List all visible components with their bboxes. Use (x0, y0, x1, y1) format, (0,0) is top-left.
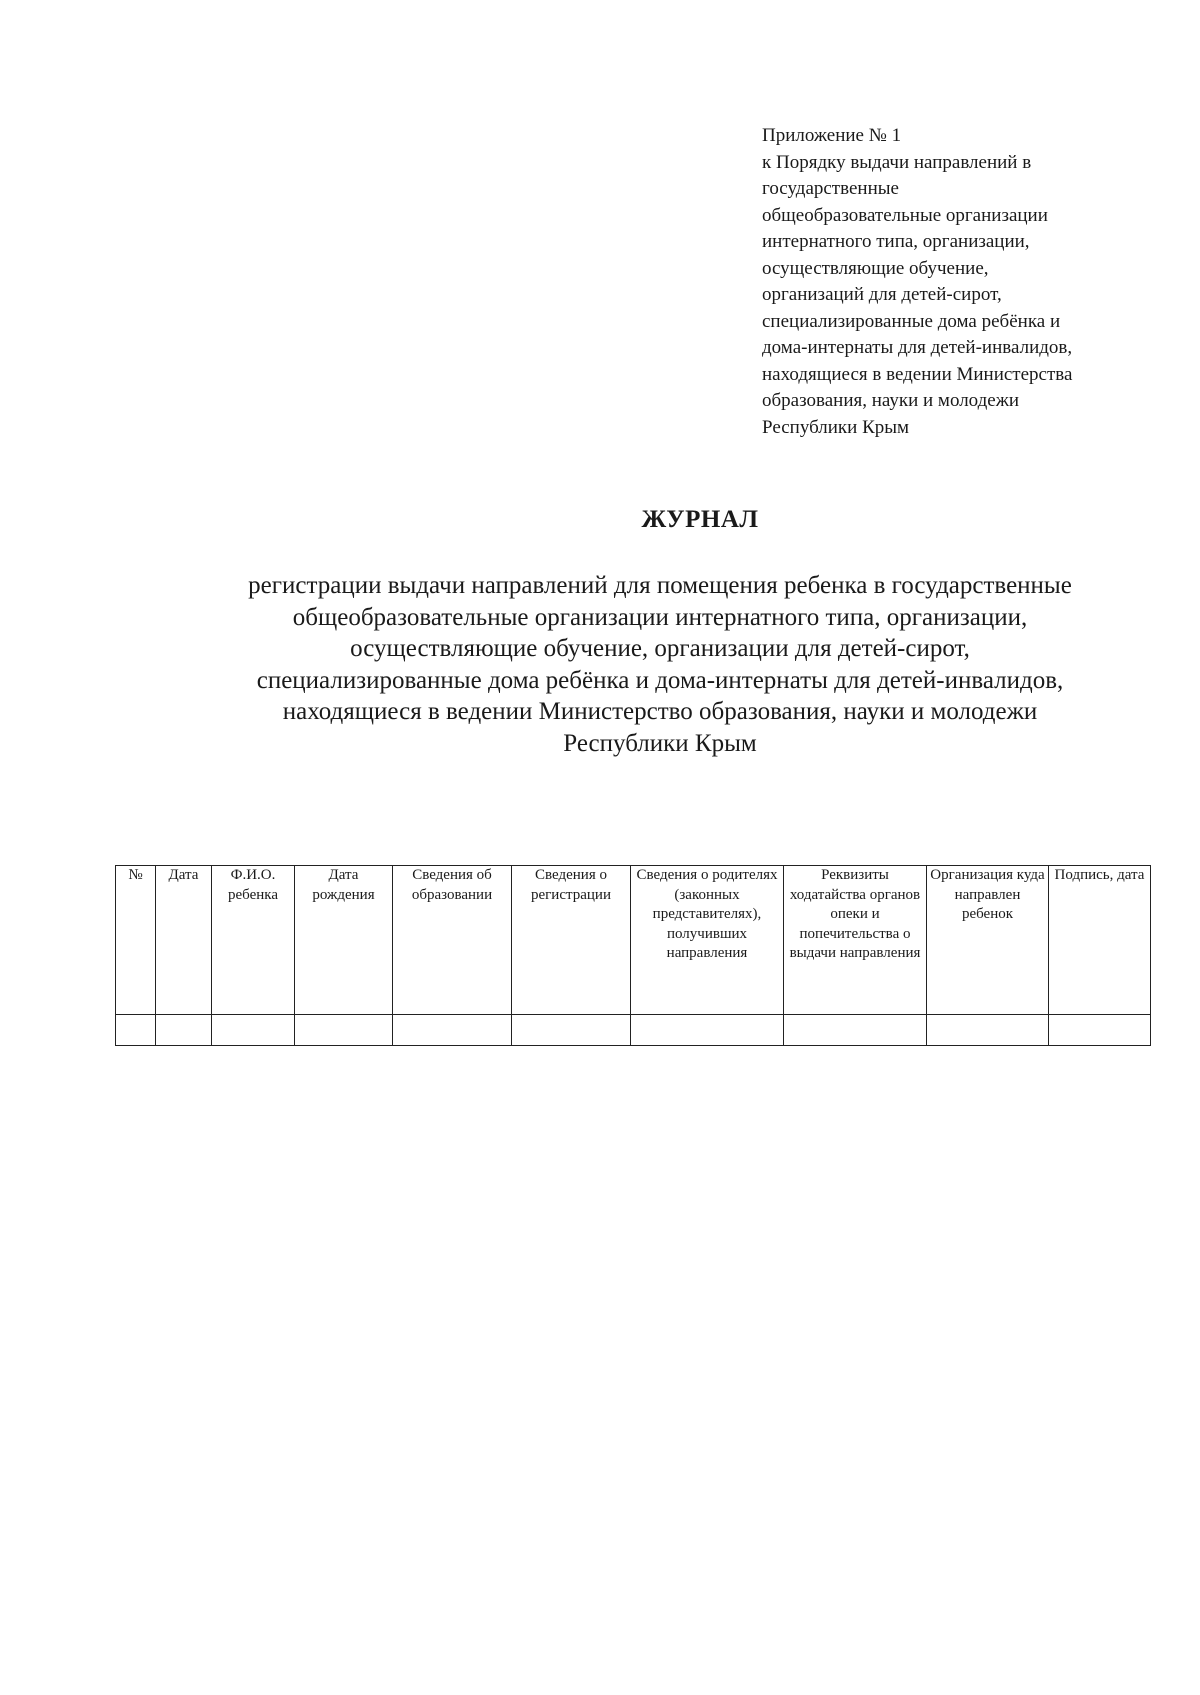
appendix-line: к Порядку выдачи направлений в (762, 151, 1032, 173)
header-child-name: Ф.И.О. ребенка (212, 866, 295, 1015)
table-cell (393, 1015, 512, 1046)
subtitle-line: общеобразовательные организации интернатного типа, организации, (292, 603, 1028, 631)
appendix-line: Республики Крым (762, 416, 910, 438)
header-registration-info: Сведения о регистрации (512, 866, 631, 1015)
appendix-line: Приложение № 1 (762, 125, 902, 146)
table-cell (631, 1015, 784, 1046)
appendix-line: находящиеся в ведении Министерства (762, 363, 1073, 385)
table-cell (784, 1015, 927, 1046)
header-date: Дата (156, 866, 212, 1015)
header-parents-info: Сведения о родителях (законных представителях), получивших направления (631, 866, 784, 1015)
appendix-line: образования, науки и молодежи (762, 390, 1020, 411)
table-header-row (116, 866, 1151, 1015)
subtitle-line: осуществляющие обучение, организации для детей-сирот, (350, 635, 970, 662)
header-education-info: Сведения об образовании (393, 866, 512, 1015)
subtitle-line: Республики Крым (563, 729, 757, 757)
table-cell (1049, 1015, 1151, 1046)
appendix-line: общеобразовательные организации (762, 204, 1048, 226)
appendix-note (762, 123, 1162, 441)
appendix-line: осуществляющие обучение, (762, 257, 989, 279)
document-title: ЖУРНАЛ (641, 506, 759, 533)
header-petition-details: Реквизиты ходатайства органов опеки и попечительства о выдачи направления (784, 866, 927, 1015)
subtitle-line: регистрации выдачи направлений для помещения ребенка в государственные (248, 572, 1072, 599)
appendix-line: государственные (762, 178, 899, 199)
table-cell (927, 1015, 1049, 1046)
table-cell (156, 1015, 212, 1046)
subtitle-line: специализированные дома ребёнка и дома-интернаты для детей-инвалидов, (256, 666, 1064, 694)
table-cell (295, 1015, 393, 1046)
table-cell (212, 1015, 295, 1046)
header-signature-date: Подпись, дата (1049, 866, 1151, 1015)
table-row (116, 1015, 1151, 1046)
document-subtitle (140, 570, 1180, 759)
table-cell (116, 1015, 156, 1046)
appendix-line: специализированные дома ребёнка и (762, 310, 1061, 332)
header-number: № (116, 866, 156, 1015)
subtitle-line: находящиеся в ведении Министерство образования, науки и молодежи (282, 698, 1038, 725)
header-organization: Организация куда направлен ребенок (927, 866, 1049, 1015)
appendix-line: интернатного типа, организации, (762, 231, 1030, 252)
table-cell (512, 1015, 631, 1046)
appendix-line: дома-интернаты для детей-инвалидов, (762, 337, 1073, 358)
journal-table (115, 865, 1151, 1046)
appendix-line: организаций для детей-сирот, (762, 284, 1002, 305)
header-birth-date: Дата рождения (295, 866, 393, 1015)
